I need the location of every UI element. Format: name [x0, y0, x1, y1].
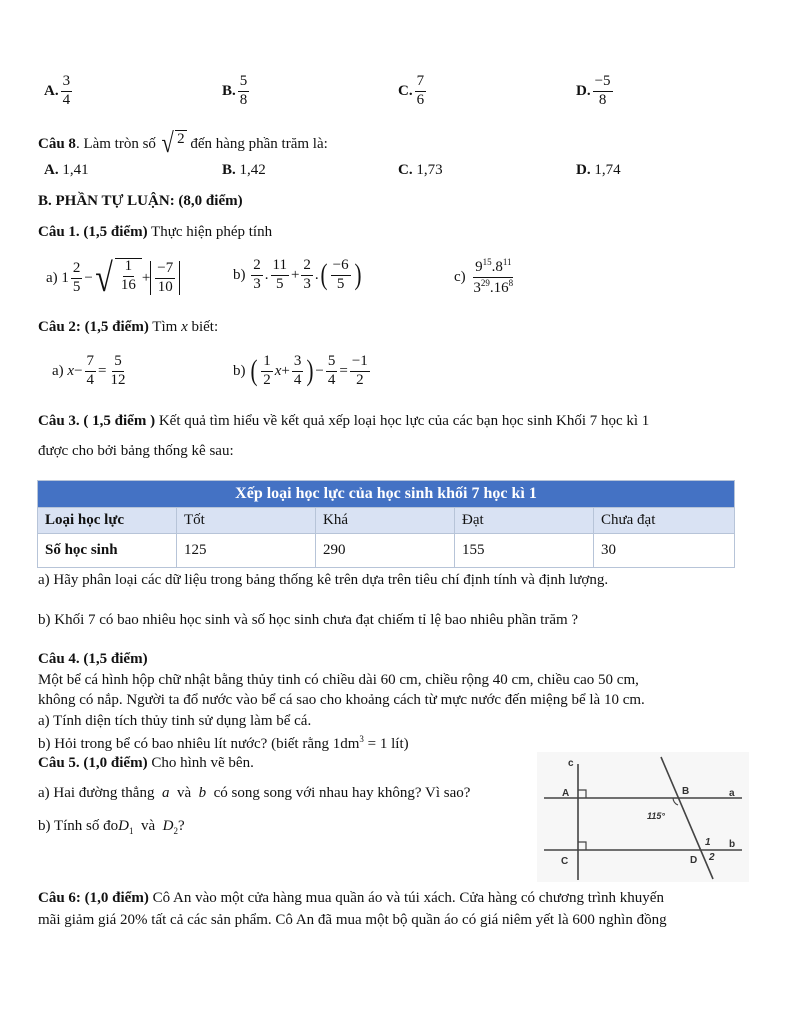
c2-heading: Câu 2: (1,5 điểm) Tìm x biết:	[38, 319, 219, 335]
c2-a-equation: a) x − $\frac{7}{4}$ = $\frac{5}{12}$	[52, 353, 126, 388]
sqrt-2: √ 2	[161, 128, 185, 159]
c3-qa: a) Hãy phân loại các dữ liệu trong bảng thống kê trên dựa trên tiêu chí định tính và định lượng.	[38, 572, 609, 588]
label-D: D	[690, 855, 698, 866]
label-A: A	[562, 788, 570, 799]
label-c: c	[568, 758, 574, 769]
c6-line1: Câu 6: (1,0 điểm) Cô An vào một cửa hàng mua quần áo và túi xách. Cửa hàng có chương trình khuyến	[38, 890, 664, 906]
q7-option-b: B. $\frac{5}{8}$	[222, 73, 248, 108]
parallel-lines-figure	[537, 752, 749, 882]
table-title: Xếp loại học lực của học sinh khối 7 học kì 1	[38, 481, 735, 508]
c5-qb: b) Tính số đoD$_1$ và $D_2$?	[38, 818, 185, 836]
label-angle: 115°	[647, 811, 665, 821]
c1-a-expression: a) 1 $\frac{2}{5}$ − √ $\frac{1}{16}$ + $\frac{-7}{10}$	[46, 258, 180, 298]
q8-option-d: D. 1,74	[576, 162, 621, 178]
label-2: 2	[709, 852, 715, 863]
table-row: Loại học lực Tốt Khá Đạt Chưa đạt	[38, 508, 735, 534]
q8-option-a: A. 1,41	[44, 162, 89, 178]
q7-d-fraction: $\frac{-5}{8}$	[594, 73, 611, 108]
c1-b-expression: b) $\frac{2}{3}$ . $\frac{11}{5}$ + $\frac{2}{3}$ . ( $\frac{-6}{5}$ )	[233, 257, 362, 292]
c4-heading: Câu 4. (1,5 điểm)	[38, 651, 148, 667]
q7-option-c: C. $\frac{7}{6}$	[398, 73, 425, 108]
label-1: 1	[705, 837, 711, 848]
q7-option-d: D. $\frac{-5}{8}$	[576, 73, 611, 108]
q7-option-a: A. $\frac{3}{4}$	[44, 73, 71, 108]
c5-heading: Câu 5. (1,0 điểm) Cho hình vẽ bên.	[38, 755, 254, 771]
c1-heading: Câu 1. (1,5 điểm) Thực hiện phép tính	[38, 224, 273, 240]
c2-b-equation: b) ( $\frac{1}{2}$ x + $\frac{3}{4}$ ) − $\frac{5}{4}$ = $\frac{-1}{2}$	[233, 353, 368, 388]
c3-line1: Câu 3. ( 1,5 điểm ) Kết quả tìm hiểu về kết quả xếp loại học lực của các bạn học sinh Khối 7 học kì 1	[38, 413, 650, 429]
c1-c-expression: c) $\frac{9^{15}.8^{11}}{3^{29}.16^8}$	[454, 257, 514, 296]
c3-line2: được cho bởi bảng thống kê sau:	[38, 443, 234, 459]
part-b-heading: B. PHẦN TỰ LUẬN: (8,0 điểm)	[38, 193, 243, 209]
q7-b-fraction: $\frac{5}{8}$	[239, 73, 248, 108]
label-C: C	[561, 856, 569, 867]
c4-line1: Một bể cá hình hộp chữ nhật bằng thủy tinh có chiều dài 60 cm, chiều rộng 40 cm, chiều cao 50 cm,	[38, 672, 639, 688]
label-b: b	[729, 839, 736, 850]
q8-question: Câu 8 . Làm tròn số √ 2 đến hàng phần trăm là:	[38, 128, 328, 159]
figure-background	[537, 752, 749, 882]
c4-line4: b) Hỏi trong bể có bao nhiêu lít nước? (biết rằng $1dm^3 = 1$ lít)	[38, 734, 409, 752]
q8-option-c: C. 1,73	[398, 162, 443, 178]
c4-line3: a) Tính diện tích thủy tinh sử dụng làm bể cá.	[38, 713, 312, 729]
c3-stats-table	[37, 480, 735, 568]
q7-c-fraction: $\frac{7}{6}$	[416, 73, 425, 108]
q7-a-fraction: $\frac{3}{4}$	[62, 73, 71, 108]
c5-qa: a) Hai đường thẳng a và b có song song với nhau hay không? Vì sao?	[38, 785, 471, 801]
c3-qb: b) Khối 7 có bao nhiêu học sinh và số học sinh chưa đạt chiếm tỉ lệ bao nhiêu phần trăm ?	[38, 612, 579, 628]
q8-option-b: B. 1,42	[222, 162, 266, 178]
c4-line2: không có nắp. Người ta đổ nước vào bể cá sao cho khoảng cách từ mực nước đến miệng bể là 10 cm.	[38, 692, 645, 708]
label-B: B	[682, 786, 690, 797]
label-a: a	[729, 788, 735, 799]
table-row: Số học sinh 125 290 155 30	[38, 534, 735, 568]
c6-line2: mãi giảm giá 20% tất cả các sản phẩm. Cô An đã mua một bộ quần áo có giá niêm yết là 600 nghìn đồng	[38, 912, 667, 928]
